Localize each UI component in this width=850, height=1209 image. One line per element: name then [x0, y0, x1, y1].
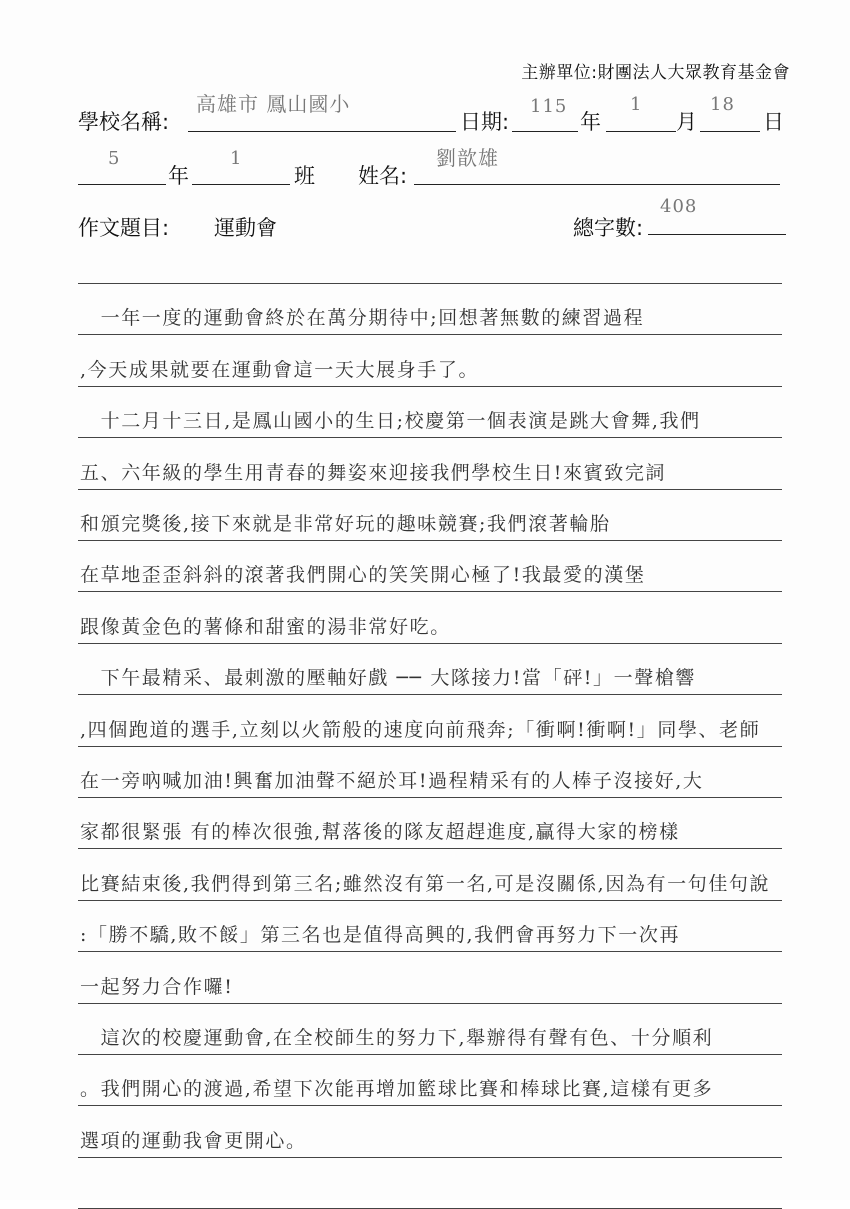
month-value: 1: [630, 94, 643, 115]
year-line: [512, 131, 578, 132]
essay-line-text: 家都很緊張 有的棒次很強,幫落後的隊友超趕進度,贏得大家的榜樣: [80, 821, 680, 843]
essay-line-text: 這次的校慶運動會,在全校師生的努力下,舉辦得有聲有色、十分順利: [80, 1027, 714, 1049]
essay-ruled-line: [78, 1105, 782, 1106]
essay-ruled-line: [78, 900, 782, 901]
month-line: [606, 131, 676, 132]
essay-ruled-line: [78, 797, 782, 798]
essay-ruled-line: [78, 1003, 782, 1004]
day-value: 18: [710, 94, 735, 115]
essay-line-text: 在草地歪歪斜斜的滾著我們開心的笑笑開心極了!我最愛的漢堡: [80, 564, 646, 586]
essay-ruled-line: [78, 1157, 782, 1158]
essay-ruled-line: [78, 540, 782, 541]
essay-ruled-line: [78, 334, 782, 335]
essay-line-text: 五、六年級的學生用青春的舞姿來迎接我們學校生日!來賓致完詞: [80, 462, 667, 484]
year-label: 年: [580, 110, 601, 134]
school-value: 高雄市 鳳山國小: [196, 92, 351, 116]
school-line: [188, 131, 456, 132]
essay-ruled-line: [78, 848, 782, 849]
class-label: 班: [294, 164, 315, 188]
topic-value: 運動會: [214, 216, 277, 240]
topic-label: 作文題目:: [78, 216, 170, 240]
name-label: 姓名:: [358, 164, 408, 188]
essay-ruled-line: [78, 694, 782, 695]
essay-ruled-line: [78, 489, 782, 490]
essay-line-text: 比賽結束後,我們得到第三名;雖然沒有第一名,可是沒關係,因為有一句佳句說: [80, 873, 771, 895]
essay-ruled-line: [78, 746, 782, 747]
word-count-label: 總字數:: [573, 216, 644, 240]
essay-ruled-line: [78, 437, 782, 438]
essay-ruled-line: [78, 951, 782, 952]
class-line: [192, 184, 290, 185]
grade-value: 5: [108, 148, 121, 169]
essay-line-text: 在一旁吶喊加油!興奮加油聲不絕於耳!過程精采有的人棒子沒接好,大: [80, 770, 704, 792]
class-value: 1: [230, 148, 243, 169]
essay-line-text: 選項的運動我會更開心。: [80, 1130, 307, 1152]
organizer-note: 主辦單位:財團法人大眾教育基金會: [521, 63, 790, 83]
essay-line-text: 一起努力合作囉!: [80, 976, 234, 998]
essay-line-text: 和頒完獎後,接下來就是非常好玩的趣味競賽;我們滾著輪胎: [80, 513, 611, 535]
word-count-value: 408: [660, 196, 698, 217]
grade-line: [78, 184, 166, 185]
essay-line-text: 。我們開心的渡過,希望下次能再增加籃球比賽和棒球比賽,這樣有更多: [80, 1078, 714, 1100]
essay-line-text: 一年一度的運動會終於在萬分期待中;回想著無數的練習過程: [80, 307, 645, 329]
name-value: 劉歆雄: [436, 146, 499, 170]
grade-label: 年: [168, 164, 189, 188]
day-line: [700, 131, 760, 132]
essay-line-text: 十二月十三日,是鳳山國小的生日;校慶第一個表演是跳大會舞,我們: [80, 410, 701, 432]
date-label: 日期:: [460, 110, 510, 134]
essay-line-text: :「勝不驕,敗不餒」第三名也是值得高興的,我們會再努力下一次再: [80, 924, 681, 946]
day-label: 日: [763, 110, 784, 134]
word-count-line: [648, 234, 786, 235]
essay-line-text: ,四個跑道的選手,立刻以火箭般的速度向前飛奔;「衝啊!衝啊!」同學、老師: [80, 719, 761, 741]
year-value: 115: [530, 96, 568, 117]
essay-ruled-line: [78, 643, 782, 644]
essay-ruled-line: [78, 386, 782, 387]
school-label: 學校名稱:: [78, 110, 170, 134]
essay-ruled-line: [78, 283, 782, 284]
name-line: [414, 184, 780, 185]
essay-line-text: 跟像黃金色的薯條和甜蜜的湯非常好吃。: [80, 616, 451, 638]
essay-ruled-line: [78, 591, 782, 592]
month-label: 月: [676, 110, 697, 134]
essay-line-text: ,今天成果就要在運動會這一天大展身手了。: [80, 359, 480, 381]
essay-ruled-line: [78, 1054, 782, 1055]
essay-line-text: 下午最精采、最刺激的壓軸好戲 ── 大隊接力!當「砰!」一聲槍響: [80, 667, 697, 689]
